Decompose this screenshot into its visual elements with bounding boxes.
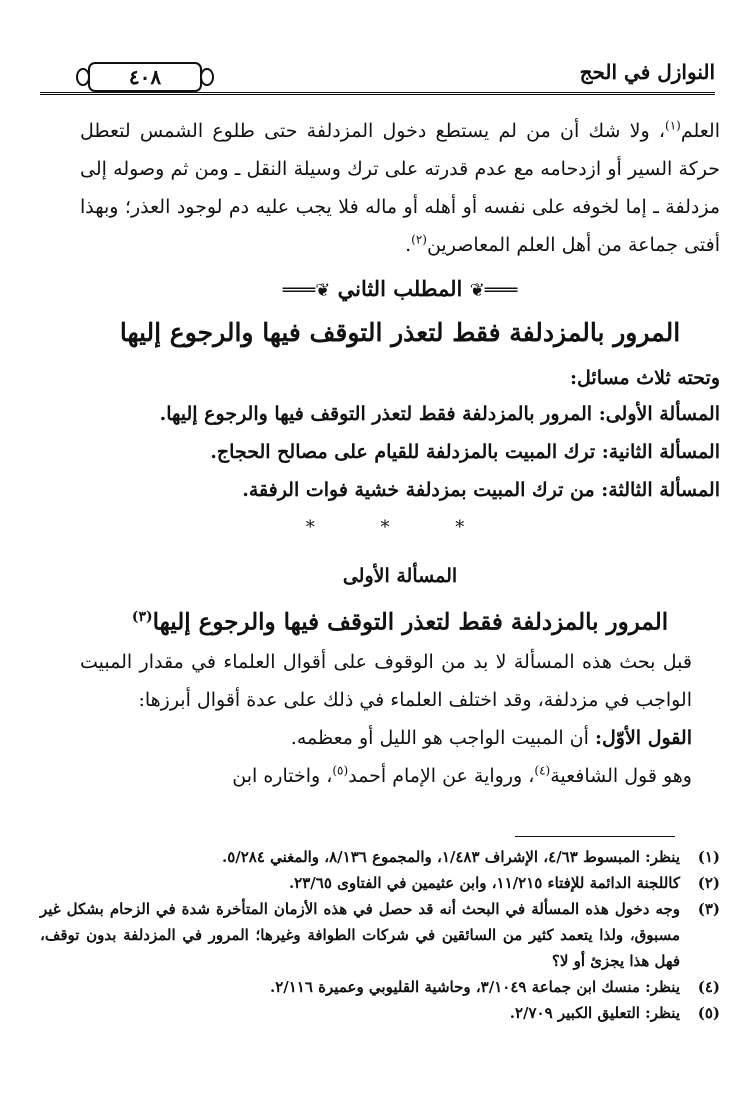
footnote xyxy=(40,896,720,974)
footnote xyxy=(40,1000,720,1026)
footnote-rule xyxy=(515,836,675,837)
footnote-ref[interactable]: (٢) xyxy=(411,232,427,247)
section-heading: المرور بالمزدلفة فقط لتعذر التوقف فيها والرجوع إليها xyxy=(119,318,681,347)
footnote-number: (٥) xyxy=(697,1004,720,1022)
issue-item xyxy=(80,395,720,433)
issue-text: ترك المبيت بالمزدلفة للقيام على مصالح الحجاج. xyxy=(210,441,596,463)
footnote-ref[interactable]: (٣) xyxy=(131,609,153,625)
issue-label: المسألة الثالثة: xyxy=(601,479,720,501)
page-header xyxy=(40,52,715,102)
footnote-number: (٣) xyxy=(697,900,720,918)
footnote-text: ينظر: المبسوط ٤/٦٣، الإشراف ١/٤٨٣، والمجموع ٨/١٣٦، والمغني ٥/٢٨٤. xyxy=(221,848,680,866)
text-run: ، ولا شك أن من لم يستطع دخول المزدلفة حتى طلوع الشمس لتعطل xyxy=(80,120,665,142)
issue-paragraph xyxy=(80,643,720,719)
text-run: ، ورواية عن الإمام أحمد xyxy=(348,764,535,787)
text-run: العذر؛ وبهذا أفتى جماعة من أهل العلم المعاصرين xyxy=(80,196,720,256)
footnote-number: (١) xyxy=(697,848,720,866)
text-run: وهو قول الشافعية xyxy=(550,764,692,787)
running-title: النوازل في الحج xyxy=(579,60,715,84)
text-run: إلى مزدلفة ـ إما لخوفه على نفسه أو أهله أو ماله فلا يجب عليه دم لوجود xyxy=(80,158,721,218)
footnote-ref[interactable]: (١) xyxy=(665,118,681,133)
footnote-number: (٤) xyxy=(697,978,720,996)
text-run: قبل بحث هذه المسألة لا بد من الوقوف على أقوال العلماء في مقدار xyxy=(139,650,692,673)
issue-text: من ترك المبيت بمزدلفة خشية فوات الرفقة. xyxy=(242,479,595,501)
issue-item xyxy=(80,471,720,509)
text-run: المبيت الواجب في مزدلفة، وقد اختلف العلماء في ذلك على عدة أقوال xyxy=(80,650,692,711)
sub-intro: وتحته ثلاث مسائل: xyxy=(570,367,720,389)
footnote-number: (٢) xyxy=(697,874,720,892)
header-rule xyxy=(40,92,715,95)
section-label-text: المطلب الثاني xyxy=(337,276,463,301)
text-run: . xyxy=(405,234,412,256)
footnote-ref[interactable]: (٤) xyxy=(534,763,551,778)
intro-paragraph xyxy=(80,112,720,264)
issue-title: المسألة الأولى xyxy=(342,565,458,587)
text-run: حركة السير أو ازدحامه مع عدم قدرته على ترك وسيلة النقل ـ ومن ثم وصوله xyxy=(113,158,720,180)
footnote-text: كاللجنة الدائمة للإفتاء ١١/٢١٥، وابن عثيمين في الفتاوى ٢٣/٦٥. xyxy=(288,874,680,892)
issue-label: المسألة الأولى: xyxy=(598,403,720,425)
section-label xyxy=(80,276,720,301)
issue-heading-text: المرور بالمزدلفة فقط لتعذر التوقف فيها والرجوع إليها xyxy=(152,608,669,636)
footnote-ref[interactable]: (٥) xyxy=(332,763,349,778)
footnote-text: وجه دخول هذه المسألة في البحث أنه قد حصل في هذه الأزمان المتأخرة شدة في الزحام بشكل غير مسبوق، ولذا يتعمد كثير من السائقين في شركات الطوافة وغيرها؛ المرور في المزدلفة بدون توقف، فهل هذا يجزئ أو لا؟ xyxy=(40,900,680,970)
text-run: ، واختاره ابن xyxy=(232,764,333,787)
first-view xyxy=(80,719,720,757)
footnote xyxy=(40,974,720,1000)
issue-heading xyxy=(80,597,720,643)
issue-label: المسألة الثانية: xyxy=(601,441,720,463)
footnote-text: ينظر: منسك ابن جماعة ٣/١٠٤٩، وحاشية القليوبي وعميرة ٢/١١٦. xyxy=(269,978,680,996)
ornament-icon: ═══❦ xyxy=(469,280,518,301)
footnote-text: ينظر: التعليق الكبير ٢/٧٠٩. xyxy=(509,1004,680,1022)
page-number: ٤٠٨ xyxy=(88,62,202,92)
text-run: أبرزها: xyxy=(138,688,191,711)
first-view-text: أن المبيت الواجب هو الليل أو معظمه. xyxy=(290,726,589,749)
ornament-icon: ❦═══ xyxy=(282,280,331,301)
main-text xyxy=(80,112,720,795)
attribution-line xyxy=(80,757,720,795)
first-view-label: القول الأوّل: xyxy=(594,726,692,749)
issue-item xyxy=(80,433,720,471)
separator-stars: * * * xyxy=(305,517,495,538)
footnote xyxy=(40,844,720,870)
footnotes xyxy=(40,844,720,1026)
issue-text: المرور بالمزدلفة فقط لتعذر التوقف فيها والرجوع إليها. xyxy=(159,403,593,425)
footnote xyxy=(40,870,720,896)
text-run: العلم xyxy=(680,120,720,142)
